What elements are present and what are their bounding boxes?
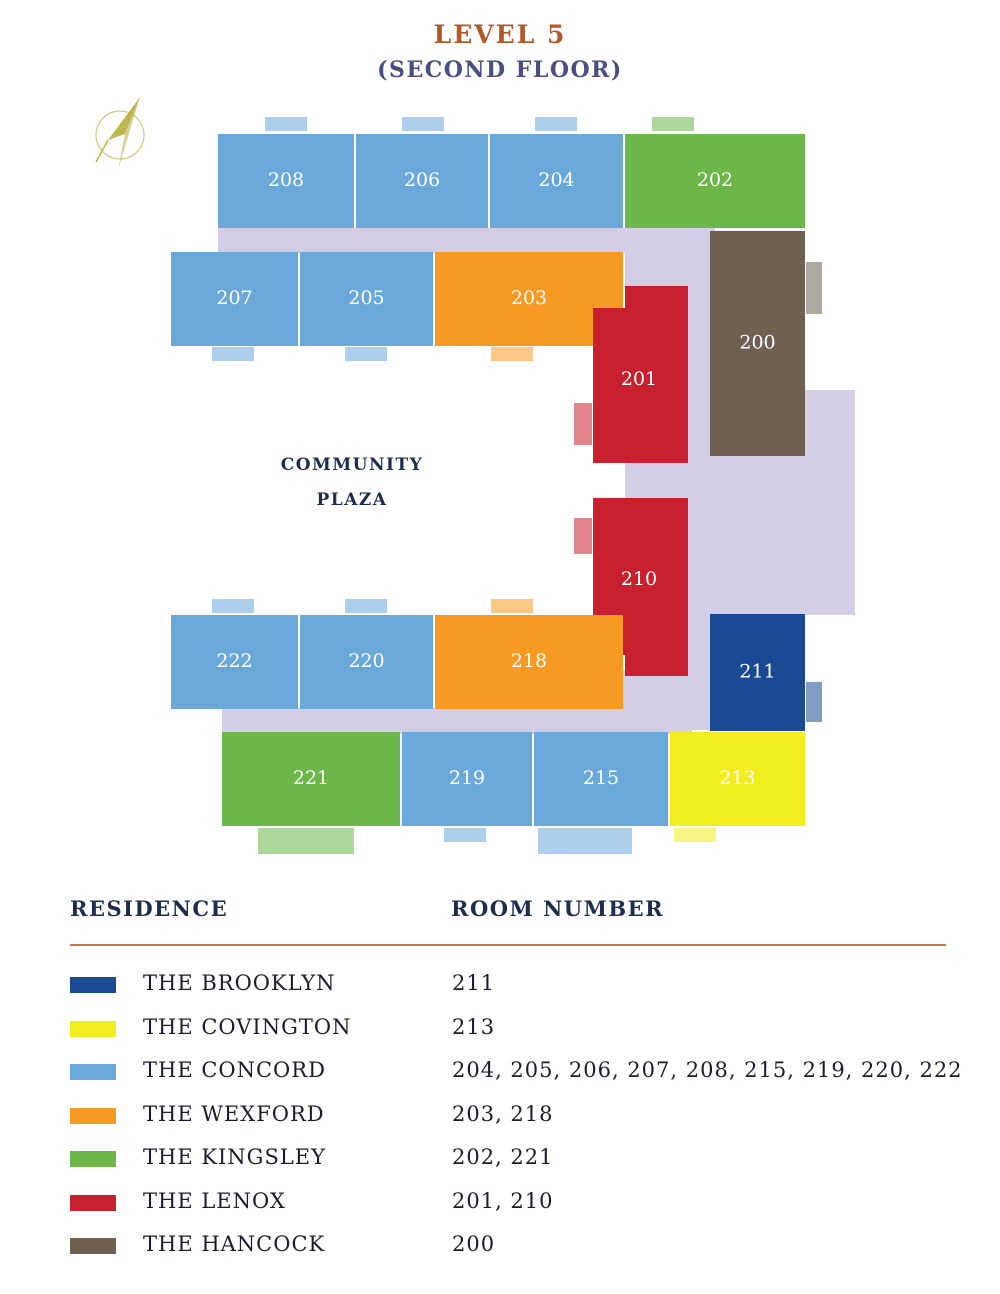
unit-number-label: 222 bbox=[216, 650, 253, 672]
legend-residence-name: THE COVINGTON bbox=[143, 1014, 352, 1039]
legend-divider bbox=[70, 944, 946, 946]
unit-number-label: 219 bbox=[448, 767, 486, 789]
balcony bbox=[535, 117, 577, 131]
unit-number-label: 213 bbox=[719, 767, 756, 789]
unit-220 bbox=[300, 615, 433, 709]
legend-room-numbers: 201, 210 bbox=[452, 1188, 554, 1213]
balcony bbox=[345, 599, 387, 613]
unit-215 bbox=[534, 732, 668, 826]
balcony bbox=[574, 403, 592, 445]
unit-number-label: 221 bbox=[292, 767, 330, 789]
unit-218 bbox=[435, 615, 623, 709]
unit-201 bbox=[593, 286, 688, 463]
balcony bbox=[574, 518, 592, 554]
legend-room-numbers: 213 bbox=[452, 1014, 496, 1039]
legend-room-numbers: 202, 221 bbox=[452, 1145, 554, 1169]
legend-row bbox=[0, 1183, 1000, 1223]
unit-219 bbox=[402, 732, 532, 826]
unit-number-label: 218 bbox=[510, 650, 548, 672]
unit-number-label: 205 bbox=[348, 287, 385, 309]
floor-subtitle: (SECOND FLOOR) bbox=[377, 57, 623, 83]
legend-residence-name: THE BROOKLYN bbox=[143, 971, 336, 995]
legend-color-swatch bbox=[70, 1195, 116, 1211]
legend-row bbox=[0, 965, 1000, 1005]
unit-number-label: 215 bbox=[582, 767, 620, 789]
legend-residence-header: RESIDENCE bbox=[70, 896, 229, 921]
unit-number-label: 204 bbox=[538, 169, 575, 191]
unit-number-label: 206 bbox=[403, 169, 441, 191]
unit-211 bbox=[710, 614, 805, 731]
plaza-label-line-1: COMMUNITY bbox=[280, 455, 424, 475]
legend-room-number-header: ROOM NUMBER bbox=[451, 896, 665, 921]
legend-room-numbers: 211 bbox=[452, 971, 496, 995]
legend-color-swatch bbox=[70, 977, 116, 993]
unit-208 bbox=[218, 134, 354, 228]
unit-number-label: 200 bbox=[739, 331, 776, 354]
legend-row bbox=[0, 1096, 1000, 1136]
unit-204 bbox=[490, 134, 623, 228]
unit-number-label: 220 bbox=[348, 650, 385, 672]
legend-color-swatch bbox=[70, 1021, 116, 1037]
balcony bbox=[258, 828, 354, 854]
level-title: LEVEL 5 bbox=[433, 20, 567, 49]
unit-221 bbox=[222, 732, 400, 826]
balcony bbox=[265, 117, 307, 131]
legend-room-numbers: 204, 205, 206, 207, 208, 215, 219, 220, 222 bbox=[452, 1058, 963, 1082]
legend-color-swatch bbox=[70, 1151, 116, 1167]
legend-room-numbers: 200 bbox=[452, 1232, 496, 1256]
plaza-label-line-2: PLAZA bbox=[316, 490, 388, 510]
unit-number-label: 208 bbox=[267, 169, 305, 191]
legend-row bbox=[0, 1009, 1000, 1049]
balcony bbox=[491, 599, 533, 613]
legend-residence-name: THE CONCORD bbox=[143, 1058, 326, 1082]
unit-number-label: 211 bbox=[739, 660, 776, 683]
legend-residence-name: THE LENOX bbox=[143, 1188, 286, 1213]
balcony bbox=[402, 117, 444, 131]
north-arrow-icon bbox=[96, 97, 144, 170]
legend-residence-name: THE WEXFORD bbox=[143, 1101, 325, 1126]
unit-number-label: 210 bbox=[620, 568, 658, 590]
legend-color-swatch bbox=[70, 1064, 116, 1080]
legend-row bbox=[0, 1052, 1000, 1092]
unit-202 bbox=[625, 134, 805, 228]
legend-color-swatch bbox=[70, 1108, 116, 1124]
balcony bbox=[674, 828, 716, 842]
unit-number-label: 201 bbox=[620, 368, 658, 390]
balcony bbox=[806, 262, 822, 314]
legend-residence-name: THE HANCOCK bbox=[143, 1232, 326, 1256]
balcony bbox=[444, 828, 486, 842]
unit-206 bbox=[356, 134, 488, 228]
unit-213 bbox=[670, 732, 805, 826]
unit-number-label: 202 bbox=[696, 169, 734, 191]
unit-205 bbox=[300, 252, 433, 346]
balcony bbox=[652, 117, 694, 131]
unit-207 bbox=[171, 252, 298, 346]
legend-residence-name: THE KINGSLEY bbox=[143, 1145, 326, 1169]
unit-number-label: 203 bbox=[510, 287, 548, 309]
unit-222 bbox=[171, 615, 298, 709]
legend-color-swatch bbox=[70, 1238, 116, 1254]
balcony bbox=[538, 828, 632, 854]
balcony bbox=[212, 347, 254, 361]
balcony bbox=[806, 682, 822, 722]
legend-room-numbers: 203, 218 bbox=[452, 1101, 554, 1126]
balcony bbox=[491, 347, 533, 361]
balcony bbox=[212, 599, 254, 613]
balcony bbox=[345, 347, 387, 361]
unit-200 bbox=[710, 231, 805, 456]
legend-row bbox=[0, 1139, 1000, 1179]
unit-number-label: 207 bbox=[216, 287, 253, 309]
legend-row bbox=[0, 1226, 1000, 1266]
